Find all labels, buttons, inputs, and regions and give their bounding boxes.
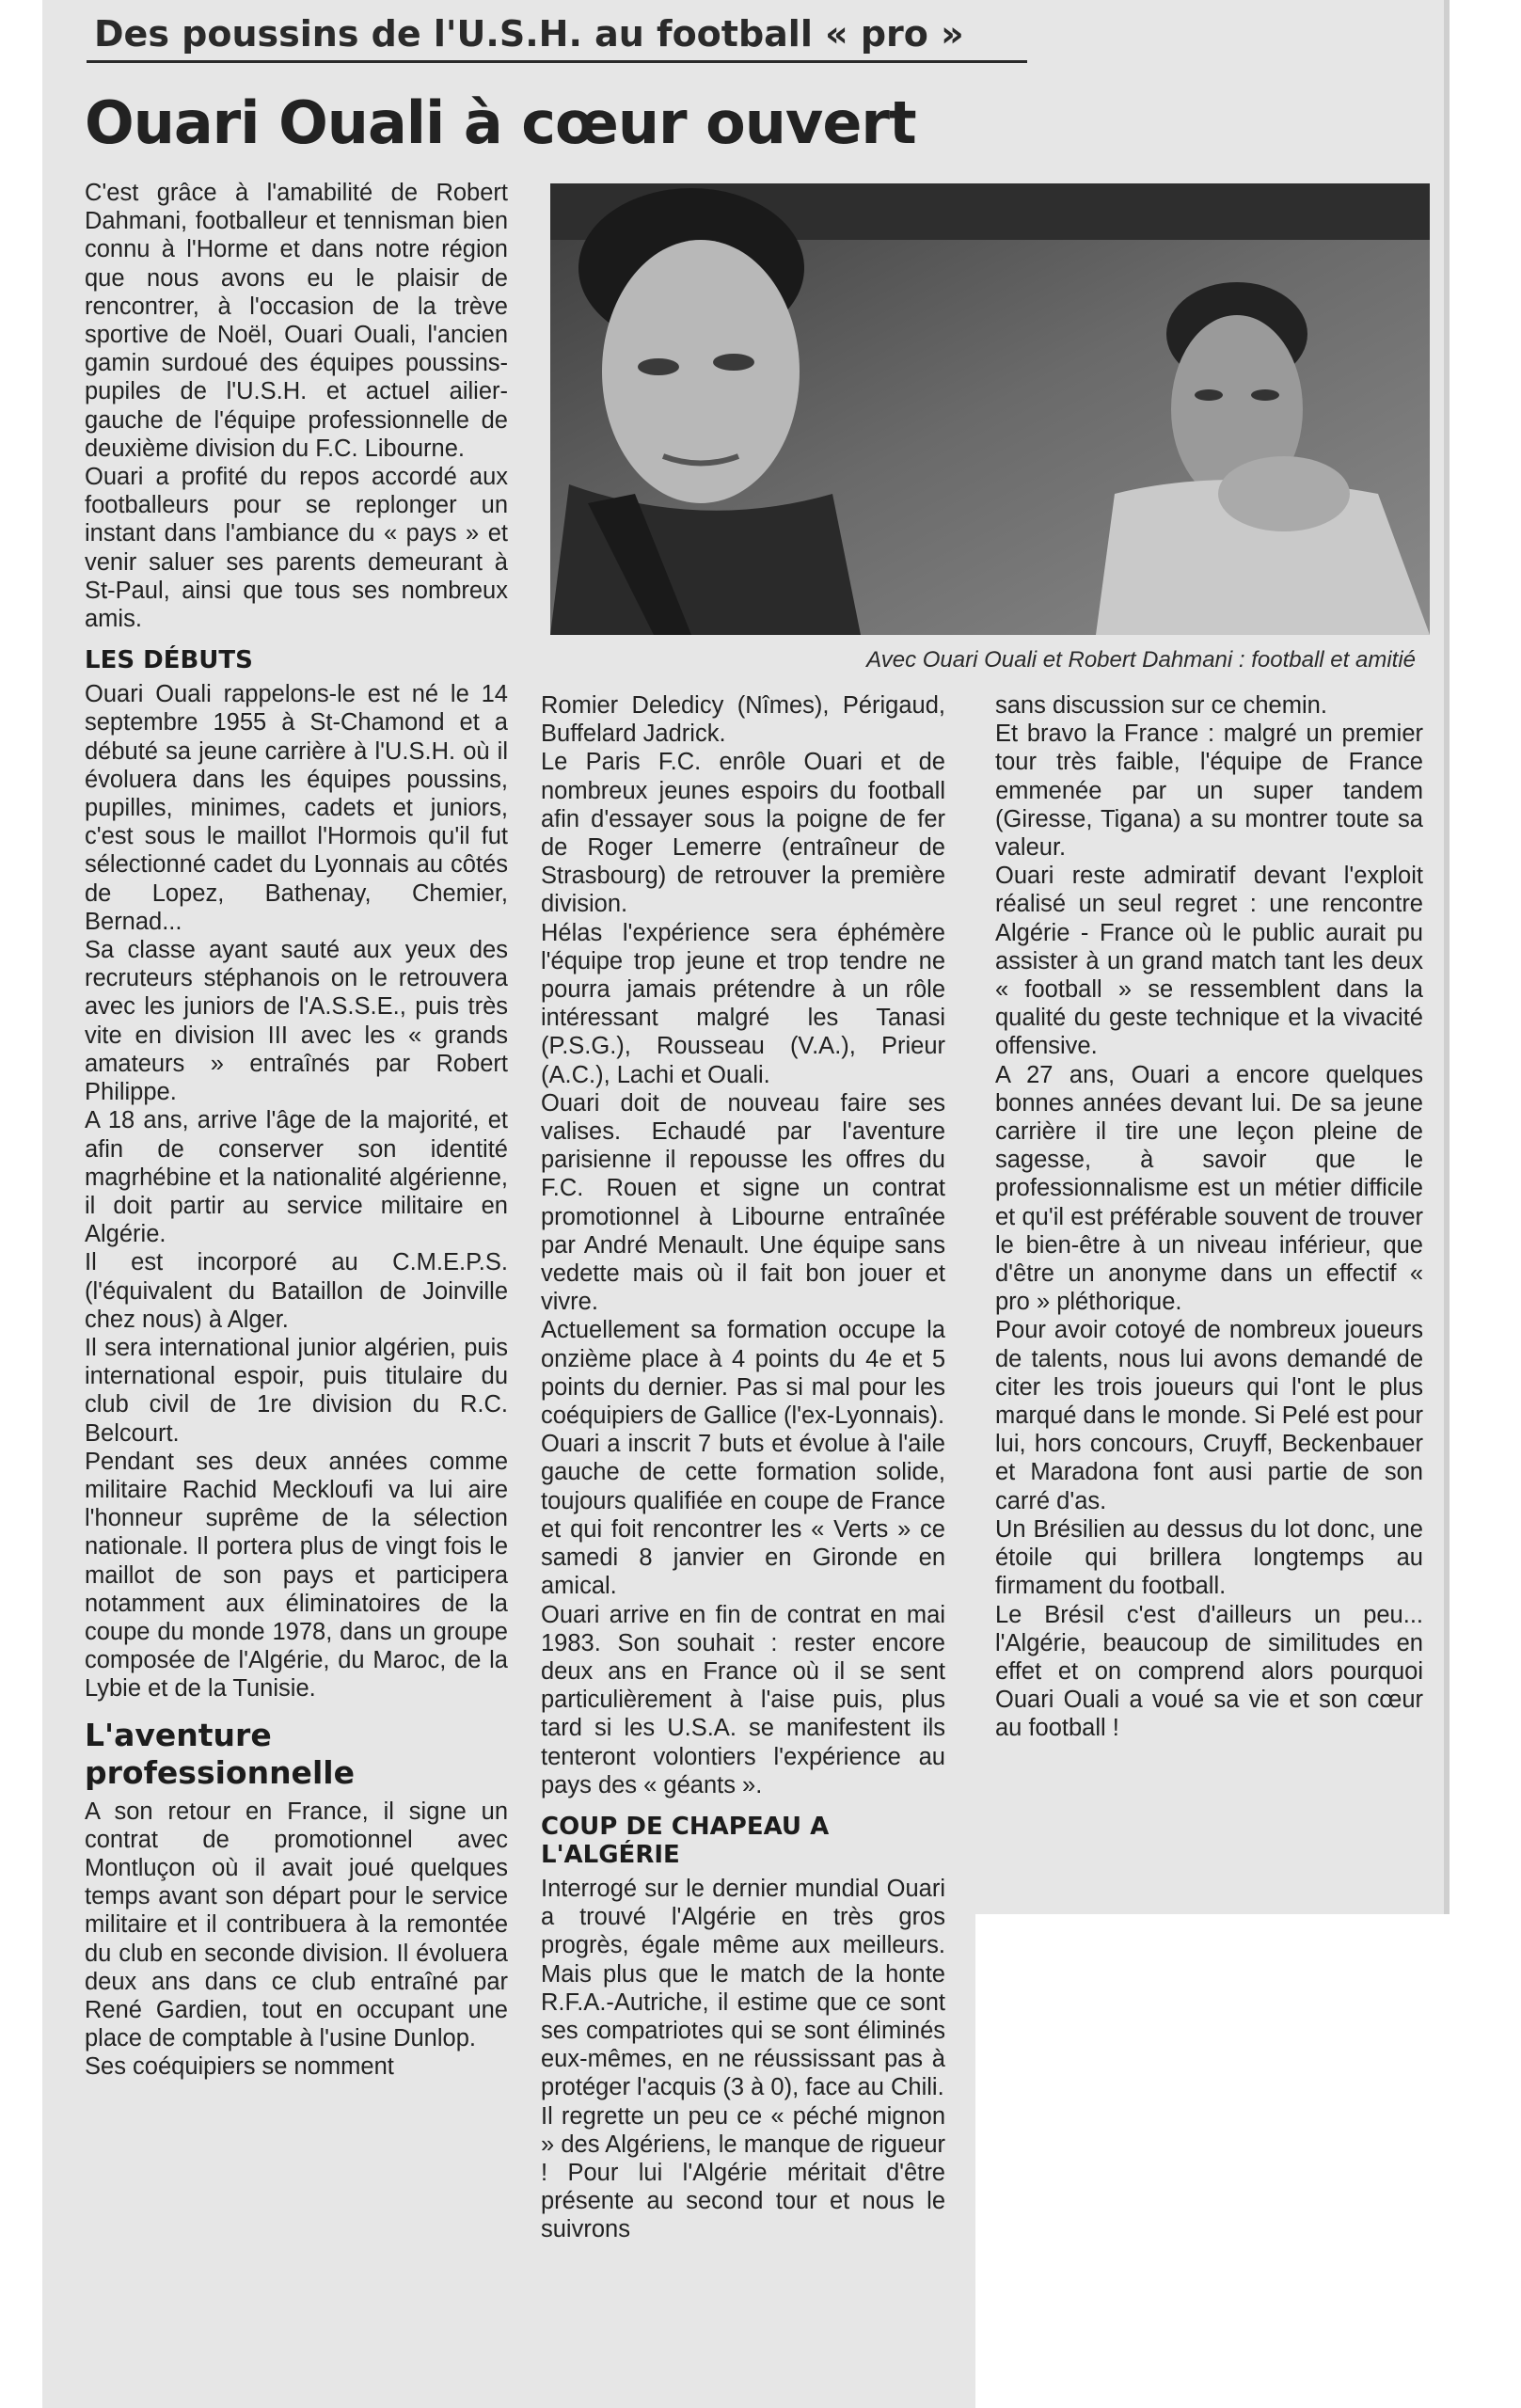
article-column-3 <box>995 691 1423 1743</box>
article-headline: Ouari Ouali à cœur ouvert <box>85 88 916 157</box>
article-paragraph: Ouari Ouali rappelons-le est né le 14 septembre 1955 à St-Chamond et a débuté sa jeune carrière à l'U.S.H. où il évoluera dans les équipes poussins, pupilles, minimes, cadets et juniors, c'est sous le maillot l'Hormois qu'il fut sélectionné cadet du Lyonnais au côtés de Lopez, Bathenay, Chemier, Bernad... <box>85 681 508 935</box>
article-paragraph: A 27 ans, Ouari a encore quelques bonnes années devant lui. De sa jeune carrière il tire une leçon pleine de sagesse, à savoir que le professionnalisme est un métier difficile et qu'il est préférable souvent de trouver le bien-être à un niveau inférieur, que d'être un anonyme dans un effectif « pro » pléthorique. <box>995 1061 1423 1316</box>
article-paragraph: Hélas l'expérience sera éphémère l'équipe trop jeune et trop tendre ne pourra jamais prétendre à un rôle intéressant malgré les Tanasi (P.S.G.), Rousseau (V.A.), Prieur (A.C.), Lachi et Ouali. <box>541 919 945 1088</box>
kicker-underline <box>87 60 1027 63</box>
article-paragraph: Il sera international junior algérien, puis international espoir, puis titulaire du club civil de 1re division du R.C. Belcourt. <box>85 1334 508 1447</box>
article-paragraph: Il est incorporé au C.M.E.P.S. (l'équivalent du Bataillon de Joinville chez nous) à Alger. <box>85 1249 508 1333</box>
article-paragraph: Ses coéquipiers se nomment <box>85 2053 394 2081</box>
article-paragraph: Pendant ses deux années comme militaire Rachid Meckloufi va lui aire l'honneur suprême de la sélection nationale. Il portera plus de vingt fois le maillot de son pays et participera notamment aux éliminatoires de la coupe du monde 1978, dans un groupe composée de l'Algérie, du Maroc, de la Lybie et de la Tunisie. <box>85 1448 508 1703</box>
article-paragraph: Actuellement sa formation occupe la onzième place à 4 points du 4e et 5 points du dernier. Pas si mal pour les coéquipiers de Gallice (l'ex-Lyonnais). <box>541 1317 945 1430</box>
article-paragraph: Ouari reste admiratif devant l'exploit réalisé un seul regret : une rencontre Algérie - France où le public aurait pu assister à un grand match tant les deux « football » se ressemblent dans la qualité du geste technique et la vivacité offensive. <box>995 863 1423 1060</box>
article-column-1 <box>85 179 508 2082</box>
article-paragraph: Ouari a profité du repos accordé aux footballeurs pour se replonger un instant dans l'ambiance du « pays » et venir saluer ses parents demeurant à St-Paul, ainsi que tous ses nombreux amis. <box>85 464 508 633</box>
article-paragraph: A 18 ans, arrive l'âge de la majorité, et afin de conserver son identité magrhébine et la nationalité algérienne, il doit partir au service militaire en Algérie. <box>85 1107 508 1248</box>
article-paragraph: Ouari doit de nouveau faire ses valises. Echaudé par l'aventure parisienne il repousse les offres du F.C. Rouen et signe un contrat promotionnel à Libourne entraînée par André Menault. Une équipe sans vedette mais où il fait bon jouer et vivre. <box>541 1089 945 1316</box>
photo-caption: Avec Ouari Ouali et Robert Dahmani : football et amitié <box>866 647 1416 673</box>
article-paragraph: Romier Deledicy (Nîmes), Périgaud, Buffelard Jadrick. <box>541 692 945 748</box>
clipping-edge <box>1444 0 1450 1914</box>
article-kicker: Des poussins de l'U.S.H. au football « pro » <box>94 13 964 55</box>
article-paragraph: Un Brésilien au dessus du lot donc, une étoile qui brillera longtemps au firmament du football. <box>995 1515 1423 1600</box>
article-column-2 <box>541 691 945 2244</box>
article-paragraph: Ouari arrive en fin de contrat en mai 1983. Son souhait : rester encore deux ans en France où il se sent particulièrement à l'aise puis, plus tard si les U.S.A. se manifestent ils tenteront volontiers l'expérience au pays des « géants ». <box>541 1601 945 1798</box>
section-subhead: LES DÉBUTS <box>85 646 253 675</box>
article-paragraph: Pour avoir cotoyé de nombreux joueurs de talents, nous lui avons demandé de citer les trois joueurs qui l'ont le plus marqué dans le monde. Si Pelé est pour lui, hors concours, Cruyff, Beckenbauer et Maradona font ausi partie de son carré d'as. <box>995 1317 1424 1514</box>
section-heading: L'aventure professionnelle <box>85 1716 355 1791</box>
section-subhead: COUP DE CHAPEAU A L'ALGÉRIE <box>541 1812 830 1869</box>
article-photo <box>550 183 1430 635</box>
article-paragraph: A son retour en France, il signe un contrat de promotionnel avec Montluçon où il avait joué quelques temps avant son départ pour le service militaire et il contribuera à la remontée du club en seconde division. Il évoluera deux ans dans ce club entraîné par René Gardien, tout en occupant une place de comptable à l'usine Dunlop. <box>85 1798 508 2052</box>
article-paragraph: Ouari a inscrit 7 buts et évolue à l'aile gauche de cette formation solide, toujours qualifiée en coupe de France et qui foit rencontrer les « Verts » ce samedi 8 janvier en Gironde en amical. <box>541 1431 945 1600</box>
article-paragraph: C'est grâce à l'amabilité de Robert Dahmani, footballeur et tennisman bien connu à l'Horme et dans notre région que nous avons eu le plaisir de rencontrer, à l'occasion de la trève sportive de Noël, Ouari Ouali, l'ancien gamin surdoué des équipes poussins-pupiles de l'U.S.H. et actuel ailier-gauche de l'équipe professionnelle de deuxième division du F.C. Libourne. <box>85 180 508 462</box>
article-paragraph: Interrogé sur le dernier mundial Ouari a trouvé l'Algérie en très gros progrès, égale même aux meilleurs. Mais plus que le match de la honte R.F.A.-Autriche, il estime que ce sont ses compatriotes qui se sont éliminés eux-mêmes, en ne réussissant pas à protéger l'acquis (3 à 0), face au Chili. <box>541 1875 945 2101</box>
article-paragraph: Et bravo la France : malgré un premier tour très faible, l'équipe de France emmenée par un super tandem (Giresse, Tigana) a su montrer toute sa valeur. <box>995 721 1423 862</box>
article-paragraph: Il regrette un peu ce « péché mignon » des Algériens, le manque de rigueur ! Pour lui l'Algérie méritait d'être présente au second tour et nous le suivrons <box>541 2102 945 2243</box>
article-paragraph: Sa classe ayant sauté aux yeux des recruteurs stéphanois on le retrouvera avec les juniors de l'A.S.S.E., puis très vite en division III avec les « grands amateurs » entraînés par Robert Philippe. <box>85 937 508 1106</box>
article-paragraph: sans discussion sur ce chemin. <box>995 692 1327 719</box>
article-paragraph: Le Brésil c'est d'ailleurs un peu... l'Algérie, beaucoup de similitudes en effet et on comprend alors pourquoi Ouari Ouali a voué sa vie et son cœur au football ! <box>995 1601 1423 1742</box>
article-paragraph: Le Paris F.C. enrôle Ouari et de nombreux jeunes espoirs du football afin d'essayer sous la poigne de fer de Roger Lemerre (entraîneur de Strasbourg) de retrouver la première division. <box>541 749 945 918</box>
